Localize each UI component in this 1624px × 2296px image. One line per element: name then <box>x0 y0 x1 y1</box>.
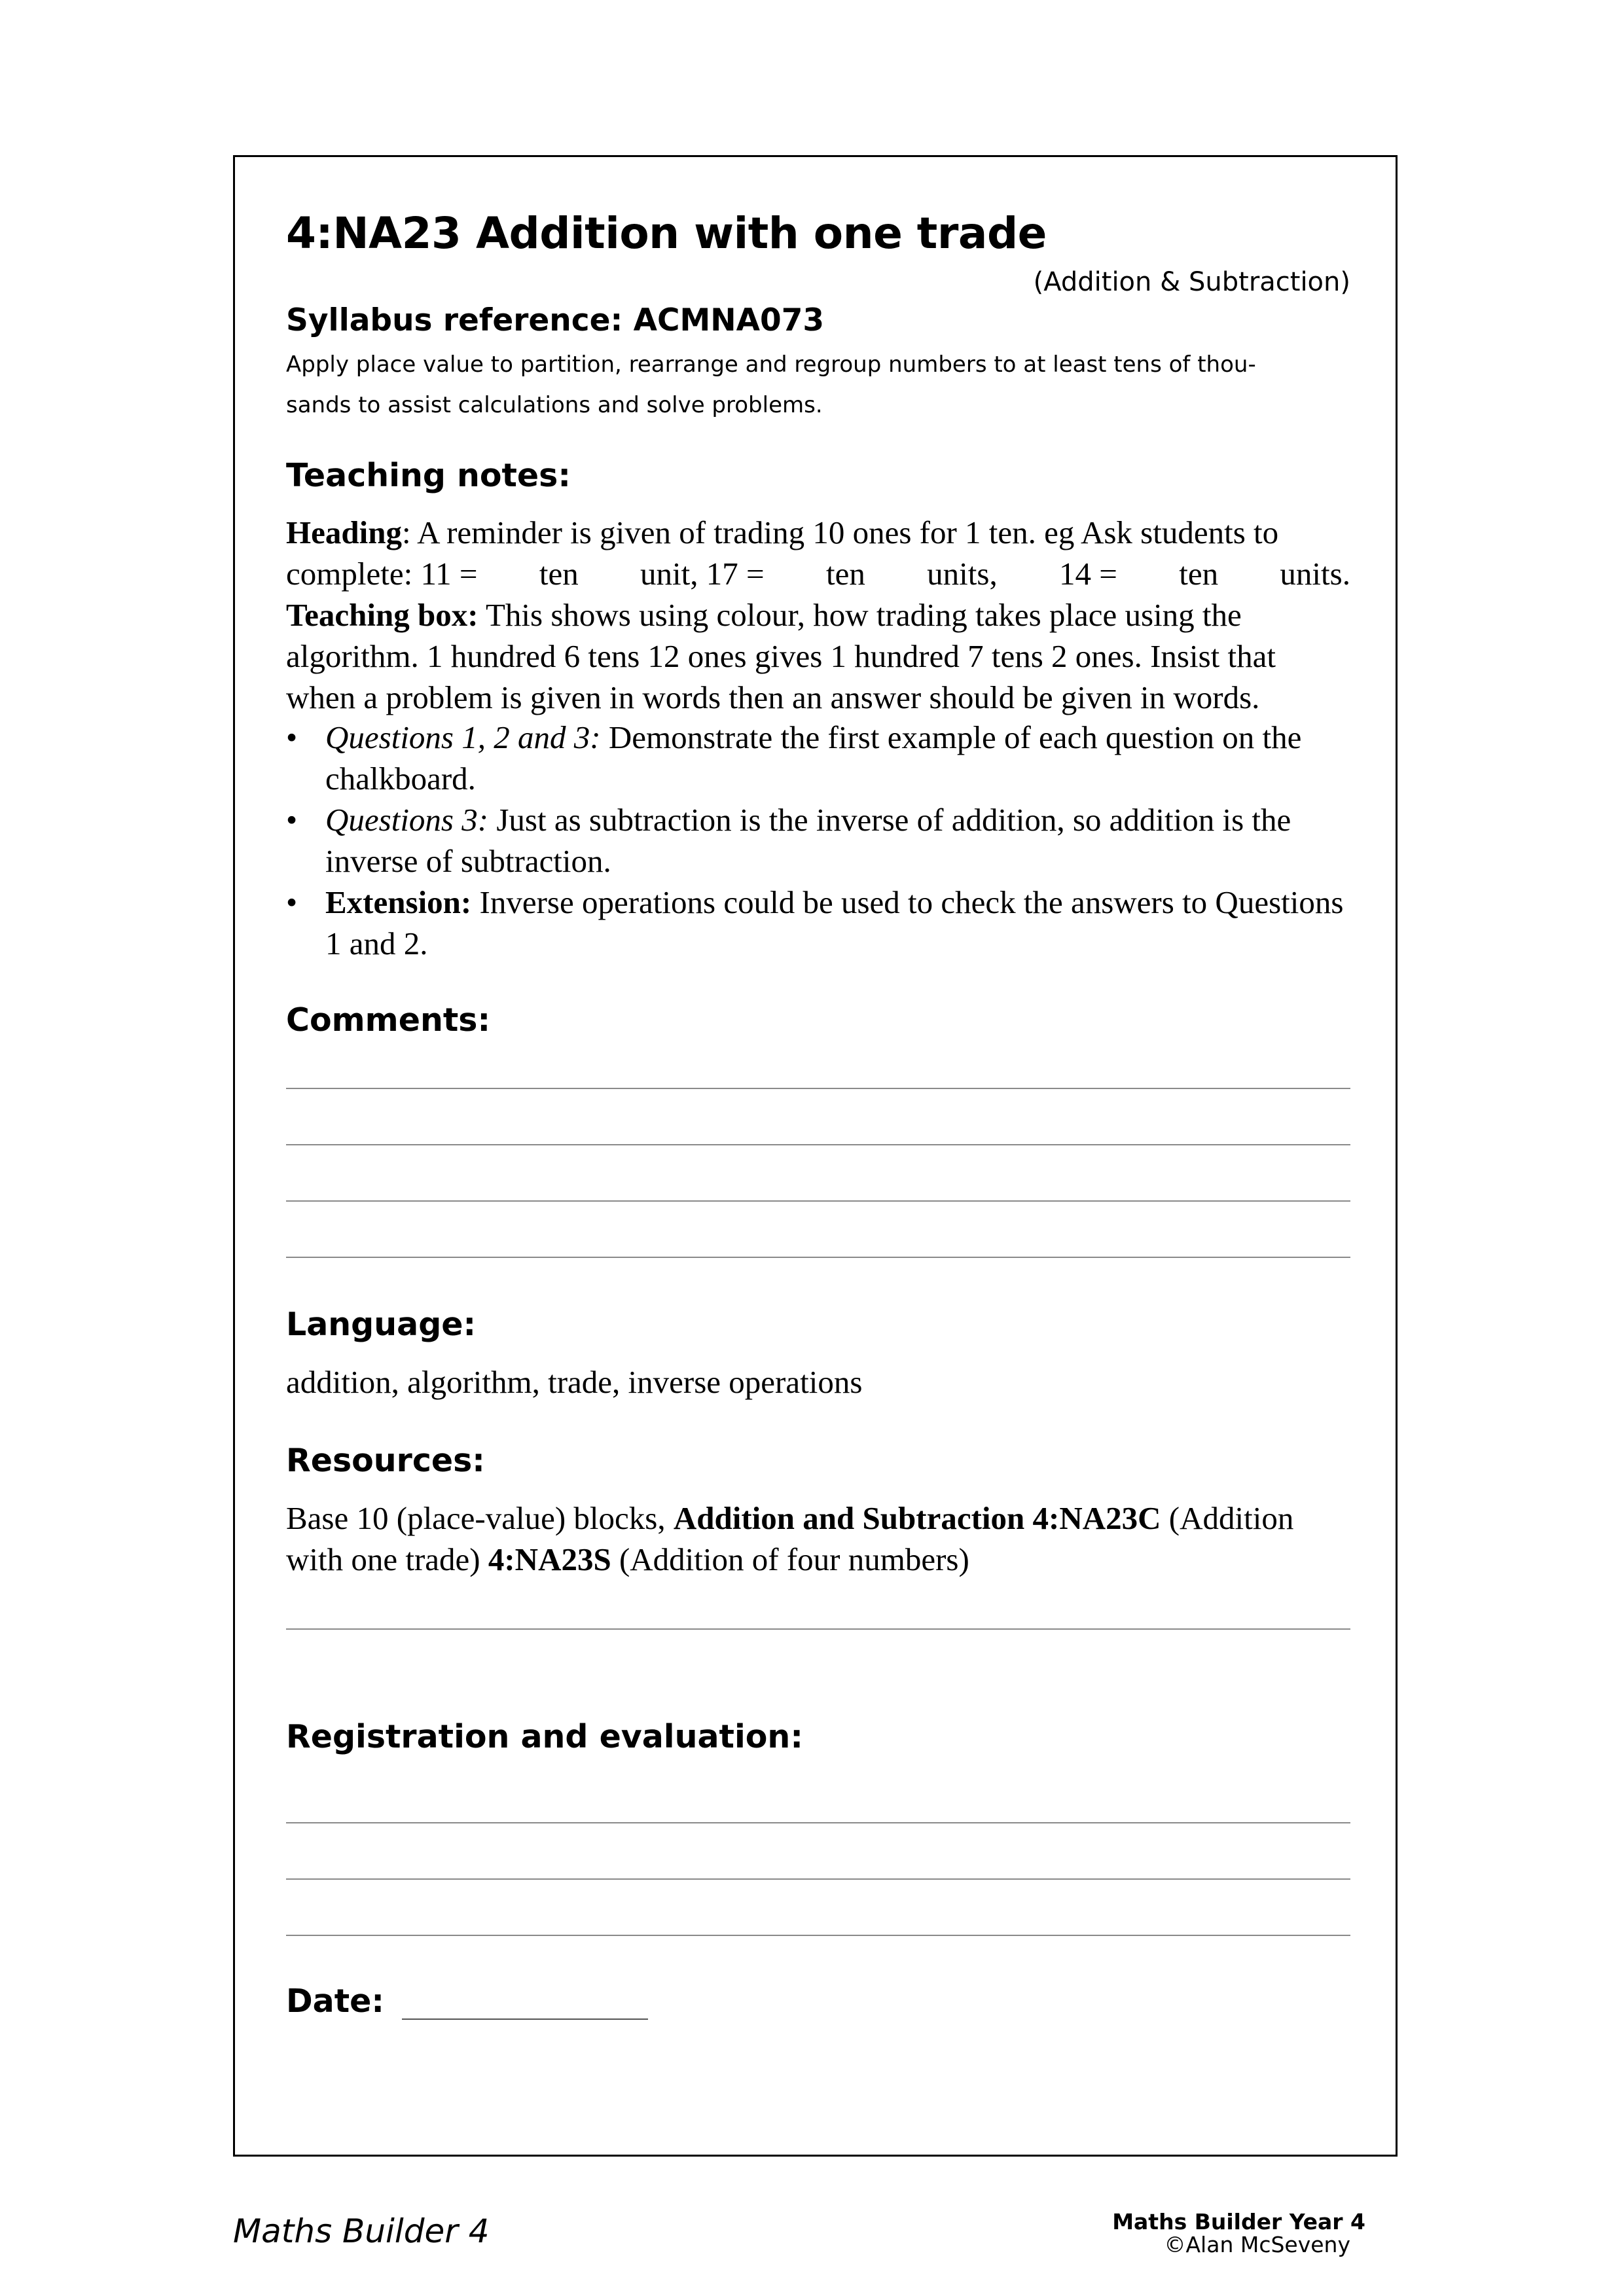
teaching-notes-line-4: algorithm. 1 hundred 6 tens 12 ones gives 1 hundred 7 tens 2 ones. Insist that <box>286 638 1276 674</box>
strand-label: (Addition & Subtraction) <box>1033 267 1350 297</box>
teaching-box-description: This shows using colour, how trading takes place using the <box>478 597 1242 633</box>
fill-in-text: units, <box>927 556 998 592</box>
resources-heading: Resources: <box>286 1442 485 1479</box>
comments-writing-line[interactable] <box>286 1200 1350 1202</box>
date-writing-line[interactable] <box>402 2018 648 2020</box>
teaching-notes-line-5: when a problem is given in words then an answer should be given in words. <box>286 679 1260 715</box>
language-terms: addition, algorithm, trade, inverse operations <box>286 1364 863 1400</box>
resources-text: (Addition of four numbers) <box>611 1541 969 1577</box>
comments-writing-line[interactable] <box>286 1257 1350 1258</box>
language-heading: Language: <box>286 1306 477 1343</box>
bullet-lead: Questions 3: <box>325 802 489 838</box>
footer-copyright: ©Alan McSeveny <box>1164 2232 1350 2257</box>
resources-worksheet-ref: Addition and Subtraction 4:NA23C <box>673 1500 1161 1536</box>
page-frame <box>233 155 1398 2157</box>
fill-in-text: units. <box>1280 556 1350 592</box>
date-label: Date: <box>286 1982 384 2020</box>
footer-book-title: Maths Builder 4 <box>233 2212 490 2250</box>
page-title: 4:NA23 Addition with one trade <box>286 208 1047 259</box>
registration-writing-line[interactable] <box>286 1878 1350 1880</box>
resources-line-2 <box>286 1539 969 1580</box>
bullet-marker: • <box>286 719 298 755</box>
teaching-box-term: Teaching box: <box>286 597 478 633</box>
resources-worksheet-ref: 4:NA23S <box>488 1541 611 1577</box>
heading-term: Heading <box>286 514 402 550</box>
bullet-lead: Questions 1, 2 and 3: <box>325 719 601 755</box>
footer-series-title: Maths Builder Year 4 <box>1112 2209 1365 2234</box>
teaching-notes-bullets <box>286 717 1360 964</box>
registration-heading: Registration and evaluation: <box>286 1718 803 1755</box>
bullet-text: Just as subtraction is the inverse of addition, so addition is the inverse of subtraction. <box>325 802 1291 879</box>
comments-writing-line[interactable] <box>286 1144 1350 1145</box>
syllabus-reference: Syllabus reference: ACMNA073 <box>286 302 825 338</box>
teaching-notes-heading: Teaching notes: <box>286 457 571 494</box>
comments-heading: Comments: <box>286 1001 491 1039</box>
resources-line-1 <box>286 1498 1293 1539</box>
syllabus-description-line-2: sands to assist calculations and solve problems. <box>286 392 823 418</box>
comments-writing-line[interactable] <box>286 1088 1350 1089</box>
bullet-marker: • <box>286 884 298 920</box>
resources-text: (Addition <box>1161 1500 1294 1536</box>
resources-writing-line[interactable] <box>286 1628 1350 1630</box>
resources-text: Base 10 (place-value) blocks, <box>286 1500 674 1536</box>
bullet-lead: Extension: <box>325 884 472 920</box>
resources-text: with one trade) <box>286 1541 488 1577</box>
fill-in-text: ten <box>825 556 865 592</box>
registration-writing-line[interactable] <box>286 1822 1350 1823</box>
teaching-notes-line-2 <box>286 553 1350 594</box>
heading-description: : A reminder is given of trading 10 ones for 1 ten. eg Ask students to <box>401 514 1279 550</box>
fill-in-text: complete: 11 = <box>286 556 478 592</box>
bullet-item <box>286 799 1360 882</box>
teaching-notes-line-1 <box>286 512 1278 553</box>
bullet-item <box>286 882 1360 964</box>
bullet-item <box>286 717 1360 799</box>
fill-in-text: unit, 17 = <box>640 556 765 592</box>
bullet-text: Demonstrate the first example of each question on the chalkboard. <box>325 719 1302 797</box>
fill-in-text: ten <box>1179 556 1219 592</box>
bullet-marker: • <box>286 802 298 838</box>
fill-in-text: ten <box>539 556 579 592</box>
fill-in-text: 14 = <box>1059 556 1117 592</box>
bullet-text: Inverse operations could be used to check the answers to Questions 1 and 2. <box>325 884 1344 961</box>
syllabus-description-line-1: Apply place value to partition, rearrange and regroup numbers to at least tens of thou- <box>286 351 1256 378</box>
registration-writing-line[interactable] <box>286 1935 1350 1936</box>
teaching-notes-line-3 <box>286 594 1242 636</box>
